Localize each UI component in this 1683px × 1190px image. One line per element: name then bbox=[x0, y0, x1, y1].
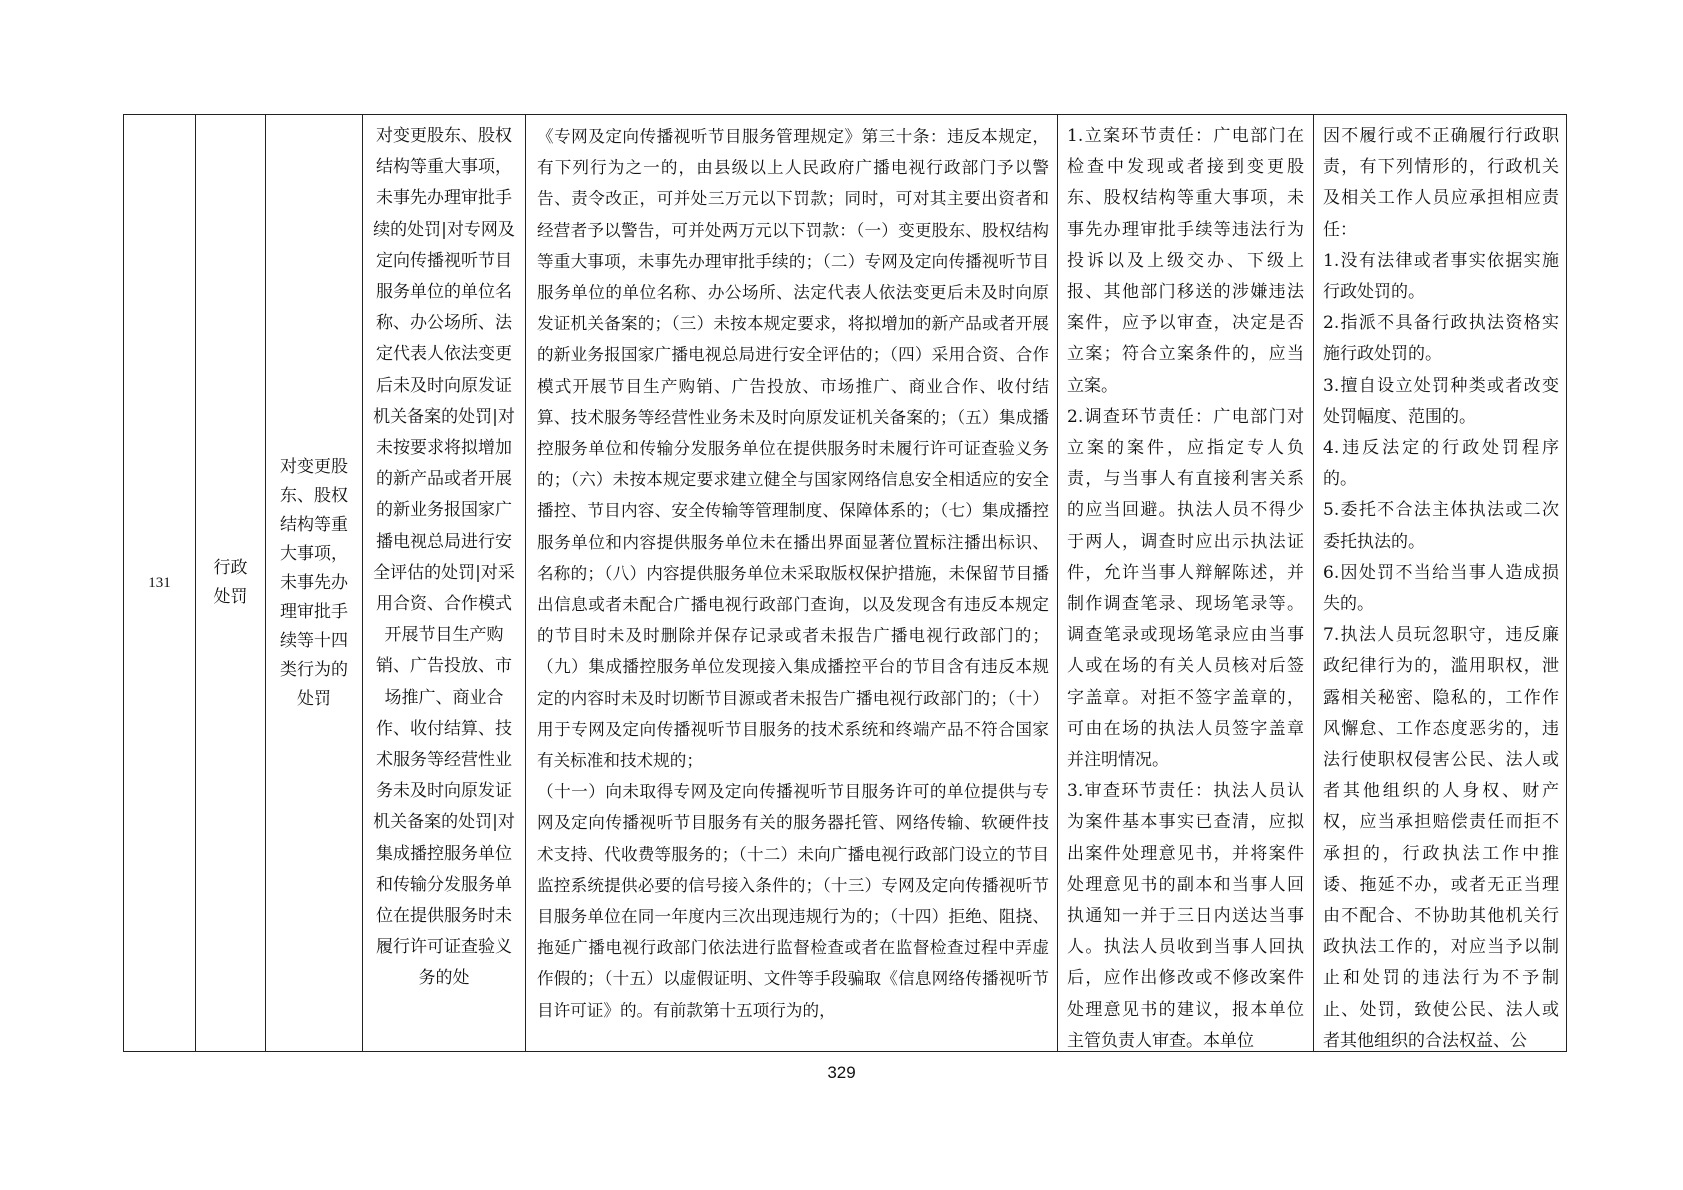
sub-items-cell bbox=[363, 115, 526, 1051]
legal-basis-text: 《专网及定向传播视听节目服务管理规定》第三十条：违反本规定，有下列行为之一的，由县级以上人民政府广播电视行政部门予以警告、责令改正，可并处三万元以下罚款；同时，可对其主要出资者和经营者予以警告，可并处两万元以下罚款：（一）变更股东、股权结构等重大事项，未事先办理审批手续的；（二）专网及定向传播视听节目服务单位的单位名称、办公场所、法定代表人依法变更后未及时向原发证机关备案的；（三）未按本规定要求，将拟增加的新产品或者开展的新业务报国家广播电视总局进行安全评估的；（四）采用合资、合作模式开展节目生产购销、广告投放、市场推广、商业合作、收付结算、技术服务等经营性业务未及时向原发证机关备案的；（五）集成播控服务单位和传输分发服务单位在提供服务时未履行许可证查验义务的；（六）未按本规定要求建立健全与国家网络信息安全相适应的安全播控、节目内容、安全传输等管理制度、保障体系的；（七）集成播控服务单位和内容提供服务单位未在播出界面显著位置标注播出标识、名称的；（八）内容提供服务单位未采取版权保护措施，未保留节目播出信息或者未配合广播电视行政部门查询，以及发现含有违反本规定的节目时未及时删除并保存记录或者未报告广播电视行政部门的；（九）集成播控服务单位发现接入集成播控平台的节目含有违反本规定的内容时未及时切断节目源或者未报告广播电视行政部门的；（十）用于专网及定向传播视听节目服务的技术系统和终端产品不符合国家有关标准和技术规的； （十一）向未取得专网及定向传播视听节目服务许可的单位提供与专网及定向传播视听节目服务有关的服务器托管、网络传输、软硬件技术支持、代收费等服务的；（十二）未向广播电视行政部门设立的节目监控系统提供必要的信号接入条件的；（十三）专网及定向传播视听节目服务单位在同一年度内三次出现违规行为的；（十四）拒绝、阻挠、拖延广播电视行政部门依法进行监督检查或者在监督检查过程中弄虚作假的；（十五）以虚假证明、文件等手段骗取《信息网络传播视听节目许可证》的。有前款第十五项行为的， bbox=[537, 127, 1049, 1020]
power-type: 行政 处罚 bbox=[213, 558, 248, 607]
page-number: 329 bbox=[827, 1063, 856, 1082]
legal-basis-cell bbox=[526, 115, 1058, 1051]
serial-number-cell bbox=[124, 115, 196, 1051]
serial-number: 131 bbox=[148, 574, 171, 591]
item-name-cell bbox=[266, 115, 363, 1051]
sub-items-text: 对变更股东、股权结构等重大事项，未事先办理审批手续的处罚|对专网及定向传播视听节目服务单位的单位名称、办公场所、法定代表人依法变更后未及时向原发证机关备案的处罚|对未按要求将拟增加的新产品或者开展的新业务报国家广播电视总局进行安全评估的处罚|对采用合资、合作模式开展节目生产购销、广告投放、市场推广、商业合作、收付结算、技术服务等经营性业务未及时向原发证机关备案的处罚|对集成播控服务单位和传输分发服务单位在提供服务时未履行许可证查验义务的处 bbox=[373, 126, 515, 989]
law-enforcement-table bbox=[123, 114, 1567, 1052]
responsibility-text: 1.立案环节责任：广电部门在检查中发现或者接到变更股东、股权结构等重大事项，未事先办理审批手续等违法行为投诉以及上级交办、下级上报、其他部门移送的涉嫌违法案件，应予以审查，决定是否立案；符合立案条件的，应当立案。 2.调查环节责任：广电部门对立案的案件，应指定专人负责，与当事人有直接利害关系的应当回避。执法人员不得少于两人，调查时应出示执法证件，允许当事人辩解陈述，并制作调查笔录、现场笔录等。调查笔录或现场笔录应由当事人或在场的有关人员核对后签字盖章。对拒不签字盖章的，可由在场的执法人员签字盖章并注明情况。 3.审查环节责任：执法人员认为案件基本事实已查清，应拟出案件处理意见书，并将案件处理意见书的副本和当事人回执通知一并于三日内送达当事人。执法人员收到当事人回执后，应作出修改或不修改案件处理意见书的建议，报本单位主管负责人审查。本单位 bbox=[1067, 126, 1304, 1051]
power-type-cell bbox=[196, 115, 266, 1051]
accountability-cell bbox=[1314, 115, 1568, 1051]
accountability-text: 因不履行或不正确履行行政职责，有下列情形的，行政机关及相关工作人员应承担相应责任： 1.没有法律或者事实依据实施行政处罚的。 2.指派不具备行政执法资格实施行政处罚的。 3.擅自设立处罚种类或者改变处罚幅度、范围的。 4.违反法定的行政处罚程序的。 5.委托不合法主体执法或二次委托执法的。 6.因处罚不当给当事人造成损失的。 7.执法人员玩忽职守，违反廉政纪律行为的，滥用职权，泄露相关秘密、隐私的，工作作风懈怠、工作态度恶劣的，违法行使职权侵害公民、法人或者其他组织的人身权、财产权，应当承担赔偿责任而拒不承担的，行政执法工作中推诿、拖延不办，或者无正当理由不配合、不协助其他机关行政执法工作的，对应当予以制止和处罚的违法行为不予制止、处罚，致使公民、法人或者其他组织的合法权益、公 bbox=[1323, 126, 1559, 1051]
item-name: 对变更股东、股权结构等重大事项，未事先办理审批手续等十四类行为的处罚 bbox=[280, 456, 348, 709]
responsibility-cell bbox=[1058, 115, 1314, 1051]
